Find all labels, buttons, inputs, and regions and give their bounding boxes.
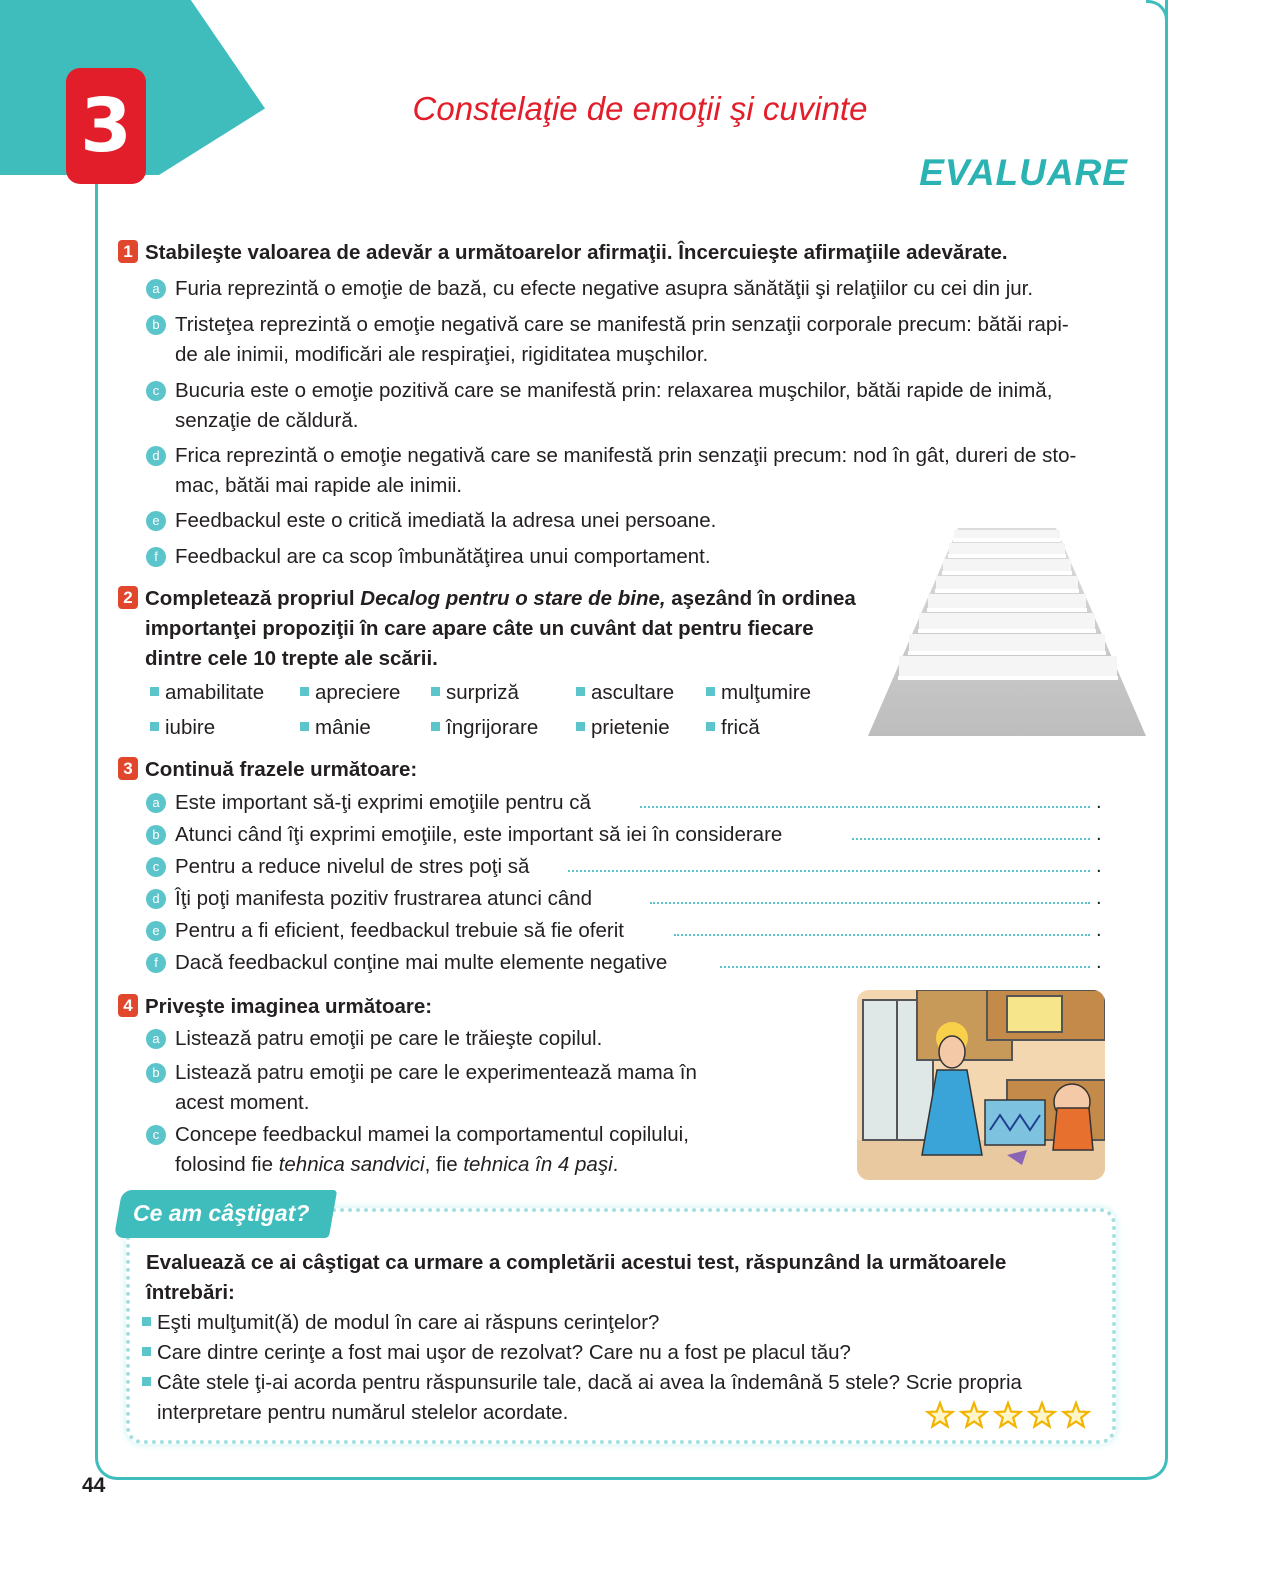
ex3-item-e	[146, 916, 624, 946]
ex4-title: Priveşte imaginea următoare:	[145, 995, 433, 1018]
answer-line[interactable]	[568, 870, 1090, 872]
square-bullet	[706, 687, 715, 696]
letter-badge: c	[146, 857, 166, 877]
answer-line[interactable]	[674, 934, 1090, 936]
period: .	[1096, 918, 1102, 941]
period: .	[1096, 790, 1102, 813]
item-text: Furia reprezintă o emoţie de bază, cu efecte negative asupra sănătăţii şi relaţiilor cu cei din jur.	[175, 277, 1034, 300]
item-text: Pentru a reduce nivelul de stres poţi să	[175, 855, 530, 878]
ex1-item-c	[146, 376, 1052, 436]
letter-badge: a	[146, 1029, 166, 1049]
letter-badge: d	[146, 889, 166, 909]
item-text: Listează patru emoţii pe care le experimentează mama în	[175, 1061, 697, 1084]
star-icon[interactable]	[1030, 1403, 1055, 1427]
word-item	[706, 678, 811, 708]
rating-stars[interactable]	[924, 1400, 1094, 1432]
word-item	[300, 678, 400, 708]
question-text: Care dintre cerinţe a fost mai uşor de rezolvat? Care nu a fost pe placul tău?	[157, 1341, 851, 1364]
answer-line[interactable]	[640, 806, 1090, 808]
square-bullet	[576, 722, 585, 731]
letter-badge: f	[146, 953, 166, 973]
square-bullet	[706, 722, 715, 731]
star-icon[interactable]	[996, 1403, 1021, 1427]
ex1-item-a	[146, 274, 1033, 304]
item-text: Este important să-ţi exprimi emoţiile pentru că	[175, 791, 591, 814]
ex3-heading	[118, 755, 417, 785]
ex4-heading	[118, 992, 432, 1022]
item-text-cont: mac, bătăi mai rapide ale inimii.	[175, 474, 463, 497]
ex4-number: 4	[118, 994, 138, 1017]
ex3-item-f	[146, 948, 667, 978]
ex3-item-c	[146, 852, 529, 882]
item-text: Frica reprezintă o emoţie negativă care se manifestă prin senzaţii precum: nod în gât, dureri de sto-	[175, 444, 1077, 467]
word-item	[150, 713, 215, 743]
letter-badge: d	[146, 446, 166, 466]
ex2-text: aşezând în ordinea	[665, 587, 856, 610]
intro-text: Evaluează ce ai câştigat ca urmare a completării acestui test, răspunzând la următoarele	[146, 1251, 1007, 1274]
word-item	[300, 713, 371, 743]
ex4-item-c	[146, 1120, 689, 1180]
ex1-title: Stabileşte valoarea de adevăr a următoarelor afirmaţii. Încercuieşte afirmaţiile adevărate.	[145, 241, 1008, 264]
word-item	[706, 713, 760, 743]
item-text: Bucuria este o emoţie pozitivă care se manifestă prin: relaxarea muşchilor, bătăi rapide de inimă,	[175, 379, 1053, 402]
letter-badge: a	[146, 279, 166, 299]
item-text: Pentru a fi eficient, feedbackul trebuie să fie oferit	[175, 919, 624, 942]
period: .	[1096, 950, 1102, 973]
period: .	[1096, 822, 1102, 845]
word-item	[576, 678, 674, 708]
ex3-item-a	[146, 788, 591, 818]
square-bullet	[300, 687, 309, 696]
italic-term: tehnica sandvici	[278, 1153, 425, 1176]
letter-badge: a	[146, 793, 166, 813]
letter-badge: e	[146, 921, 166, 941]
word-text: ascultare	[591, 681, 675, 704]
square-bullet	[150, 687, 159, 696]
word-text: prietenie	[591, 716, 670, 739]
period: .	[1096, 854, 1102, 877]
word-text: iubire	[165, 716, 216, 739]
word-item	[576, 713, 670, 743]
letter-badge: c	[146, 381, 166, 401]
answer-line[interactable]	[720, 966, 1090, 968]
word-text: mânie	[315, 716, 371, 739]
question-text: interpretare pentru numărul stelelor acordate.	[157, 1401, 569, 1424]
kitchen-scene-illustration	[857, 990, 1105, 1180]
square-bullet	[150, 722, 159, 731]
item-text: Atunci când îţi exprimi emoţiile, este important să iei în considerare	[175, 823, 783, 846]
star-icon[interactable]	[928, 1403, 953, 1427]
period: .	[1096, 886, 1102, 909]
ex3-item-d	[146, 884, 592, 914]
ex2-text: dintre cele 10 trepte ale scării.	[145, 647, 438, 670]
ex1-item-e	[146, 506, 716, 536]
square-bullet	[142, 1347, 151, 1356]
square-bullet	[142, 1317, 151, 1326]
letter-badge: b	[146, 825, 166, 845]
letter-badge: b	[146, 1063, 166, 1083]
letter-badge: f	[146, 547, 166, 567]
chapter-number: 3	[66, 68, 146, 184]
word-text: îngrijorare	[446, 716, 539, 739]
letter-badge: b	[146, 315, 166, 335]
star-icon[interactable]	[962, 1403, 987, 1427]
word-item	[150, 678, 264, 708]
item-text: Feedbackul este o critică imediată la adresa unei persoane.	[175, 509, 717, 532]
ex1-item-f	[146, 542, 711, 572]
word-text: amabilitate	[165, 681, 265, 704]
ex2-heading	[118, 584, 878, 674]
square-bullet	[431, 687, 440, 696]
item-text-cont: acest moment.	[175, 1091, 310, 1114]
intro-text: întrebări:	[146, 1281, 235, 1304]
ex4-item-b	[146, 1058, 697, 1118]
square-bullet	[431, 722, 440, 731]
square-bullet	[142, 1377, 151, 1386]
question-text: Eşti mulţumit(ă) de modul în care ai răspuns cerinţelor?	[157, 1311, 660, 1334]
ex3-number: 3	[118, 757, 138, 780]
word-text: apreciere	[315, 681, 401, 704]
ex1-number: 1	[118, 240, 138, 263]
ex2-number: 2	[118, 586, 138, 609]
item-text: Tristeţea reprezintă o emoţie negativă care se manifestă prin senzaţii corporale precum: bătăi rapi-	[175, 313, 1069, 336]
word-text: frică	[721, 716, 760, 739]
stairs-illustration	[868, 528, 1146, 736]
word-item	[431, 713, 538, 743]
page-number: 44	[82, 1474, 106, 1497]
word-text: mulţumire	[721, 681, 811, 704]
ex3-title: Continuă frazele următoare:	[145, 758, 418, 781]
ex1-item-b	[146, 310, 1069, 370]
item-text: , fie	[424, 1153, 464, 1176]
ex4-item-a	[146, 1024, 602, 1054]
question-text: Câte stele ţi-ai acorda pentru răspunsurile tale, dacă ai avea la îndemână 5 stele? Scrie propria	[157, 1371, 1022, 1394]
item-text-cont: de ale inimii, modificări ale respiraţiei, rigiditatea muşchilor.	[175, 343, 709, 366]
star-icon[interactable]	[1064, 1403, 1089, 1427]
item-text: Feedbackul are ca scop îmbunătăţirea unui comportament.	[175, 545, 711, 568]
letter-badge: c	[146, 1125, 166, 1145]
ex2-text: Completează propriul	[145, 587, 361, 610]
self-assessment-title: Ce am câştigat?	[133, 1200, 310, 1226]
ex1-item-d	[146, 441, 1076, 501]
italic-term: tehnica în 4 paşi	[463, 1153, 613, 1176]
ex3-item-b	[146, 820, 782, 850]
self-assessment-intro	[146, 1248, 1006, 1308]
square-bullet	[300, 722, 309, 731]
answer-line[interactable]	[650, 902, 1090, 904]
answer-line[interactable]	[852, 838, 1090, 840]
letter-badge: e	[146, 511, 166, 531]
item-text: Dacă feedbackul conţine mai multe elemente negative	[175, 951, 668, 974]
item-text: Listează patru emoţii pe care le trăieşte copilul.	[175, 1027, 603, 1050]
ex2-text: importanţei propoziţii în care apare câte un cuvânt dat pentru fiecare	[145, 617, 814, 640]
self-assessment-questions	[142, 1308, 1022, 1428]
item-text-cont: senzaţie de căldură.	[175, 409, 359, 432]
square-bullet	[576, 687, 585, 696]
word-text: surpriză	[446, 681, 519, 704]
item-text-cont: folosind fie	[175, 1153, 279, 1176]
item-text: Concepe feedbackul mamei la comportamentul copilului,	[175, 1123, 689, 1146]
section-title: EVALUARE	[919, 152, 1128, 193]
ex2-italic: Decalog pentru o stare de bine,	[360, 587, 666, 610]
item-text: .	[612, 1153, 619, 1176]
chapter-title: Constelaţie de emoţii şi cuvinte	[412, 90, 868, 127]
item-text: Îţi poţi manifesta pozitiv frustrarea atunci când	[175, 887, 593, 910]
ex1-heading	[118, 238, 1008, 268]
word-item	[431, 678, 519, 708]
